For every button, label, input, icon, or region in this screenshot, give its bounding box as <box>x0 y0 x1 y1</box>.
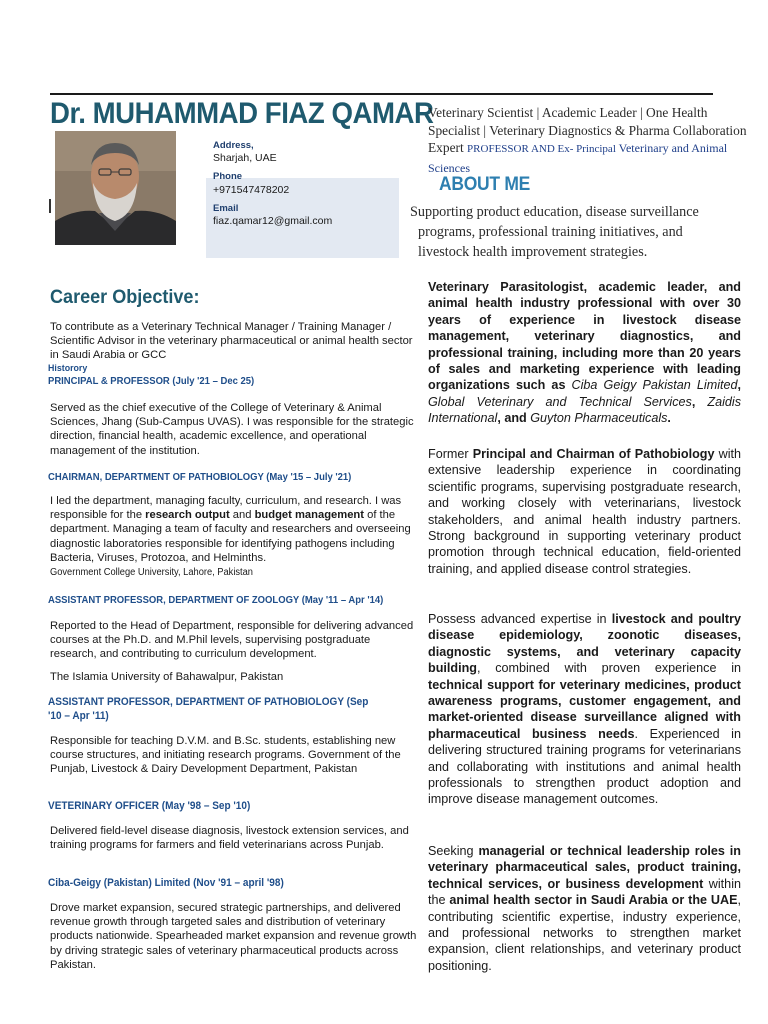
summary-paragraph-4: Seeking managerial or technical leadership roles in veterinary pharmaceutical sales, product training, technical services, or business development within the animal health sector in Saudi Arabia or the UAE, contributing scientific expertise, industry experience, and professional networks to strengthen market expansion, client relationships, and veterinary product positioning. <box>428 844 742 973</box>
address-label: Address, <box>213 140 254 151</box>
phone-value[interactable]: +971547478202 <box>213 184 290 196</box>
address-value: Sharjah, UAE <box>213 152 277 164</box>
margin-mark <box>49 199 51 213</box>
tagline-expert: Expert <box>428 140 468 155</box>
role-title-vet-officer: VETERINARY OFFICER (May '98 – Sep '10) <box>48 800 251 812</box>
role-org-iub: The Islamia University of Bahawalpur, Pakistan <box>50 671 284 683</box>
career-objective-text: To contribute as a Veterinary Technical Manager / Training Manager / Scientific Advisor in the veterinary pharmaceutical or animal health sector in Saudi Arabia or GCC <box>50 321 413 362</box>
about-line-1: Supporting product education, disease surveillance <box>410 204 699 220</box>
role-org-gcu: Government College University, Lahore, Pakistan <box>50 567 253 578</box>
tagline-line-1: Veterinary Scientist | Academic Leader | One Health <box>428 105 708 120</box>
email-label: Email <box>213 203 239 214</box>
candidate-name: Dr. MUHAMMAD FIAZ QAMAR <box>50 97 434 130</box>
role-title-ciba-geigy: Ciba-Geigy (Pakistan) Limited (Nov '91 – april '98) <box>48 877 284 889</box>
about-title: ABOUT ME <box>439 174 531 195</box>
email-value[interactable]: fiaz.qamar12@gmail.com <box>213 215 333 227</box>
role-desc-ciba-geigy: Drove market expansion, secured strategic partnerships, and delivered revenue growth through targeted sales and distribution of veterinary products nationwide. Spearheaded market expansion and revenue growth by driving strategic sales of veterinary pharmaceutical products across Pakistan. <box>50 902 417 971</box>
profile-photo <box>55 131 176 245</box>
summary-paragraph-3: Possess advanced expertise in livestock and poultry disease epidemiology, zoonotic diseases, diagnostic systems, and veterinary capacity building, combined with proven experience in technical support for veterinary medicines, product awareness programs, customer engagement, and market-oriented disease surveillance aligned with pharmaceutical business needs. Experienced in delivering structured training programs for veterinarians and collaborating with institutions and animal health professionals to strengthen product adoption and improve disease management outcomes. <box>428 612 741 807</box>
tagline-professor: PROFESSOR AND Ex- Principal <box>467 143 619 155</box>
about-text <box>410 202 730 262</box>
history-label: Historory <box>48 363 88 374</box>
role-desc-asst-zoology: Reported to the Head of Department, responsible for delivering advanced courses at the Ph.D. and M.Phil levels, supervising postgraduate research, and contributing to curriculum development. <box>50 620 414 661</box>
role-title-principal: PRINCIPAL & PROFESSOR (July '21 – Dec 25) <box>48 376 255 387</box>
tagline-faculty: Veterinary and Animal Sciences <box>428 141 728 175</box>
tagline-line-3 <box>428 139 758 177</box>
summary-paragraph-1: Veterinary Parasitologist, academic leader, and animal health industry professional with over 30 years of experience in livestock disease management, veterinary diagnostics, and professional training, including more than 20 years of sales and marketing experience with leading organizations such as Ciba Geigy Pakistan Limited, Global Veterinary and Technical Services, Zaidis International, and Guyton Pharmaceuticals. <box>428 280 742 426</box>
header-rule <box>50 93 713 95</box>
role-desc-principal: Served as the chief executive of the College of Veterinary & Animal Sciences, Jhang (Sub-Campus UVAS). I was responsible for the strategic direction, financial health, academic excellence, and operational management of the institution. <box>50 402 414 457</box>
tagline <box>428 104 758 177</box>
role-title-asst-pathobiology-2: '10 – Apr '11) <box>48 710 109 722</box>
about-line-2: programs, professional training initiatives, and <box>418 224 683 240</box>
tagline-line-2: Specialist | Veterinary Diagnostics & Pharma Collaboration <box>428 122 747 138</box>
role-title-chairman: CHAIRMAN, DEPARTMENT OF PATHOBIOLOGY (May '15 – July '21) <box>48 472 352 483</box>
role-title-asst-zoology: ASSISTANT PROFESSOR, DEPARTMENT OF ZOOLOGY (May '11 – Apr '14) <box>48 595 384 606</box>
role-title-asst-pathobiology-1: ASSISTANT PROFESSOR, DEPARTMENT OF PATHOBIOLOGY (Sep <box>48 696 369 708</box>
role-desc-vet-officer: Delivered field-level disease diagnosis, livestock extension services, and training programs for farmers and field veterinarians across Punjab. <box>50 825 409 852</box>
about-line-3: livestock health improvement strategies. <box>418 244 648 260</box>
role-desc-chairman: I led the department, managing faculty, curriculum, and research. I was responsible for the research output and budget management of the department. Managing a team of faculty and researchers and overseeing diagnostic laboratories responsible for identifying pathogens including Bacteria, Viruses, Protozoa, and Helminths. <box>50 495 411 564</box>
summary-paragraph-2: Former Principal and Chairman of Pathobiology with extensive leadership experience in coordinating scientific programs, supervising postgraduate research, and working closely with veterinarians, livestock stakeholders, and animal health industry partners. Strong background in supporting veterinary product promotion through technical education, field-oriented training, and applied disease control strategies. <box>428 447 741 576</box>
role-desc-asst-pathobiology: Responsible for teaching D.V.M. and B.Sc. students, establishing new course structures, and initiating research programs. Government of the Punjab, Livestock & Dairy Development Department, Pakistan <box>50 735 401 776</box>
phone-label: Phone <box>213 171 243 182</box>
career-objective-title: Career Objective: <box>50 287 200 308</box>
